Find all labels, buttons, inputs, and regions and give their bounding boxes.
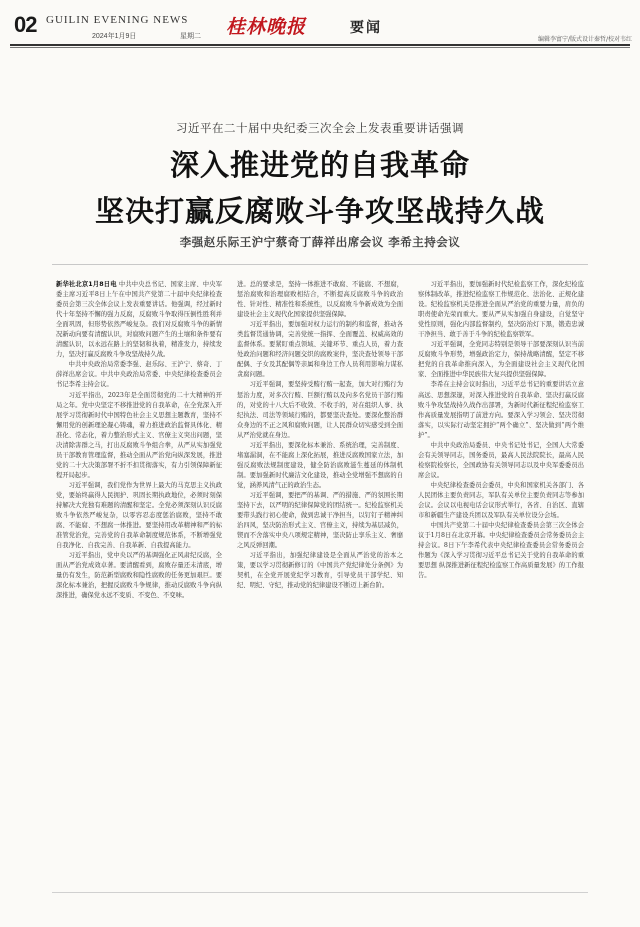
article-paragraph: 习近平指出，要加强对权力运行的制约和监督，推动各类监督贯通协调，完善党统一指挥、全面覆盖、权威高效的监督体系。要紧盯重点领域、关键环节、重点人员，着力查处政治问题和经济问题交织的腐败案件，坚决查处领导干部配偶、子女及其配偶等亲属和身边工作人员利用影响力谋私贪腐问题。: [237, 321, 403, 379]
article-paragraph: 习近平指出，要深化标本兼治、系统治理，完善制度、堵塞漏洞，在不能腐上深化拓展，推进反腐败国家立法，加强反腐败法规制度建设，健全防治腐败滋生蔓延的体制机制。要加强新时代廉洁文化建设，推动全党增强不想腐的自觉，涵养风清气正的政治生态。: [237, 441, 403, 489]
headline-line-1: 深入推进党的自我革命: [169, 148, 470, 182]
headline-line-2: 坚决打赢反腐败斗争攻坚战持久战: [94, 194, 545, 228]
article-paragraph: [56, 280, 222, 360]
article-subhead: 李强赵乐际王沪宁蔡奇丁薛祥出席会议 李希主持会议: [179, 235, 461, 249]
article-paragraph: 习近平指出，党中央以严的基调强化正风肃纪反腐，全面从严治党成效卓著。要清醒看到，腐败存量还未清底，增量仍有发生，防范新型腐败和隐性腐败的任务更加艰巨。要深化标本兼治，把握反腐败斗争规律，推动反腐败斗争向纵深推进，确保党永远不变质、不变色、不变味。: [56, 552, 222, 600]
article-paragraph: 中共中央政治局常委李强、赵乐际、王沪宁、蔡奇、丁薛祥出席会议。中共中央政治局常委、中央纪律检查委员会书记李希主持会议。: [56, 361, 222, 389]
section-title: 要闻: [350, 20, 382, 36]
article-paragraph: 习近平指出，2023年是全面贯彻党的二十大精神的开局之年。党中央坚定不移推进党的自我革命，在全党深入开展学习贯彻新时代中国特色社会主义思想主题教育，坚持不懈用党的创新理论凝心铸魂，着力推进政治监督具体化、精准化、常态化，着力整治形式主义、官僚主义突出问题，坚决清除害群之马，打出反腐败斗争组合拳，从严从实加强党员干部教育管理监督，推动全面从严治党向纵深发展，推进党的二十大决策部署不折不扣贯彻落实，有力引领保障新征程开局起步。: [56, 391, 222, 479]
masthead: [0, 0, 640, 48]
article-paragraph: 李希在主持会议时指出，习近平总书记的重要讲话立意高远、思想深邃，对深入推进党的自我革命、坚决打赢反腐败斗争攻坚战持久战作出部署，为新时代新征程纪检监察工作高质量发展指明了前进方向。要深入学习领会、坚决贯彻落实，以实际行动坚定拥护“两个确立”、坚决做到“两个维护”。: [418, 381, 584, 439]
article-paragraph: 习近平指出，要加强新时代纪检监察工作，深化纪检监察体制改革，推进纪检监察工作规范化、法治化、正规化建设。纪检监察机关是推进全面从严治党的重要力量，肩负的职责使命光荣而重大。要从严从实加强自身建设，自觉坚守党性原则，强化内部监督制约，坚决防治灯下黑，锻造忠诚干净担当、敢于善于斗争的纪检监察铁军。: [418, 281, 584, 339]
article-paragraph: 习近平强调，我们党作为世界上最大的马克思主义执政党，要始终赢得人民拥护、巩固长期执政地位，必须时刻保持解决大党独有难题的清醒和坚定。全党必须深刻认识反腐败斗争依然严峻复杂，以零容忍态度惩治腐败，坚持不敢腐、不能腐、不想腐一体推进。要坚持用改革精神和严的标准管党治党，完善党的自我革命制度规范体系，不断增强党自我净化、自我完善、自我革新、自我提高能力。: [56, 481, 222, 550]
paragraph-text: 中共中央总书记、国家主席、中央军委主席习近平8日上午在中国共产党第二十届中央纪律检查委员会第三次全体会议上发表重要讲话。他强调，经过新时代十年坚持不懈的强力反腐，反腐败斗争取得压倒性胜利并全面巩固，但形势依然严峻复杂。我们对反腐败斗争的新情况新动向要有清醒认识，对腐败问题产生的土壤和条件要有清醒认识，以永远在路上的坚韧和执着，精准发力，持续发力，坚决打赢反腐败斗争攻坚战持久战。: [56, 281, 222, 359]
article-paragraph: 中央纪律检查委员会委员，中央和国家机关各部门、各人民团体主要负责同志，军队有关单位主要负责同志等参加会议。会议以电视电话会议形式举行，各省、自治区、直辖市和新疆生产建设兵团以及军队有关单位设分会场。: [418, 481, 584, 520]
dateline: 新华社北京1月8日电: [56, 281, 117, 288]
article-body: [56, 280, 584, 886]
article-paragraph: 进。总的要求是，坚持一体推进不敢腐、不能腐、不想腐，惩治腐败和治理腐败相结合，不断提高反腐败斗争的政治性、针对性、精准性和系统性，以反腐败斗争新成效为全面建设社会主义现代化国家提供坚强保障。: [237, 281, 403, 319]
article-paragraph: 习近平指出，加强纪律建设是全面从严治党的治本之策，要以学习贯彻新修订的《中国共产党纪律处分条例》为契机，在全党开展党纪学习教育，引导党员干部学纪、知纪、明纪、守纪，推动党的纪律建设不断迈上新台阶。: [237, 552, 403, 590]
issue-date: 2024年1月9日: [92, 33, 137, 40]
article-paragraph: 习近平强调，要坚持受贿行贿一起查，加大对行贿行为惩治力度，对多次行贿、巨额行贿以及向多名党员干部行贿的，对党的十八大后不收敛、不收手的，对在组织人事、执纪执法、司法等领域行贿的，都要坚决查处。要深化整治群众身边的不正之风和腐败问题，让人民群众切实感受到全面从严治党就在身边。: [237, 381, 403, 439]
editor-credits: 编辑李富宁/版式设计秦哲/校对韦红: [537, 36, 632, 43]
article-paragraph: 习近平强调，全党同志特别是领导干部要深刻认识当前反腐败斗争形势，增强政治定力，保持战略清醒，坚定不移把党的自我革命推向深入，为全面建设社会主义现代化国家、全面推进中华民族伟大复兴提供坚强保障。: [418, 341, 584, 379]
headline-divider: [52, 264, 588, 265]
article-column-3: [418, 280, 584, 886]
masthead-divider: [10, 44, 630, 46]
issue-weekday: 星期二: [180, 33, 201, 40]
logo-text: 桂林晚报: [226, 16, 307, 38]
article-kicker: 习近平在二十届中央纪委三次全会上发表重要讲话强调: [176, 121, 464, 135]
article-paragraph: 中共中央政治局委员、中央书记处书记，全国人大常委会有关领导同志，国务委员，最高人民法院院长，最高人民检察院检察长，全国政协有关领导同志以及中央军委委员出席会议。: [418, 441, 584, 479]
masthead-divider-thin: [10, 47, 630, 48]
guilin-evening-news-logo: [222, 12, 332, 40]
article-paragraph: 习近平强调，要把严的基调、严的措施、严的氛围长期坚持下去，以严明的纪律保障党的团结统一。纪检监察机关要带头践行初心使命，做到忠诚干净担当，以钉钉子精神纠治四风，坚决防治形式主义、官僚主义，持续为基层减负，锲而不舍落实中央八项规定精神，坚决防止享乐主义、奢靡之风反弹回潮。: [237, 491, 403, 550]
bottom-divider: [52, 892, 588, 893]
article-column-1: [56, 280, 222, 886]
article-paragraph: 中国共产党第二十届中央纪律检查委员会第三次全体会议于1月8日在北京开幕。中央纪律检查委员会常务委员会主持会议。8日下午李希代表中央纪律检查委员会常务委员会作题为《深入学习贯彻习近平总书记关于党的自我革命的重要思想 纵深推进新征程纪检监察工作高质量发展》的工作报告。: [418, 522, 584, 580]
article-column-2: [237, 280, 403, 886]
paper-name-en: GUILIN EVENING NEWS: [46, 14, 189, 26]
page-number: 02: [14, 12, 37, 37]
